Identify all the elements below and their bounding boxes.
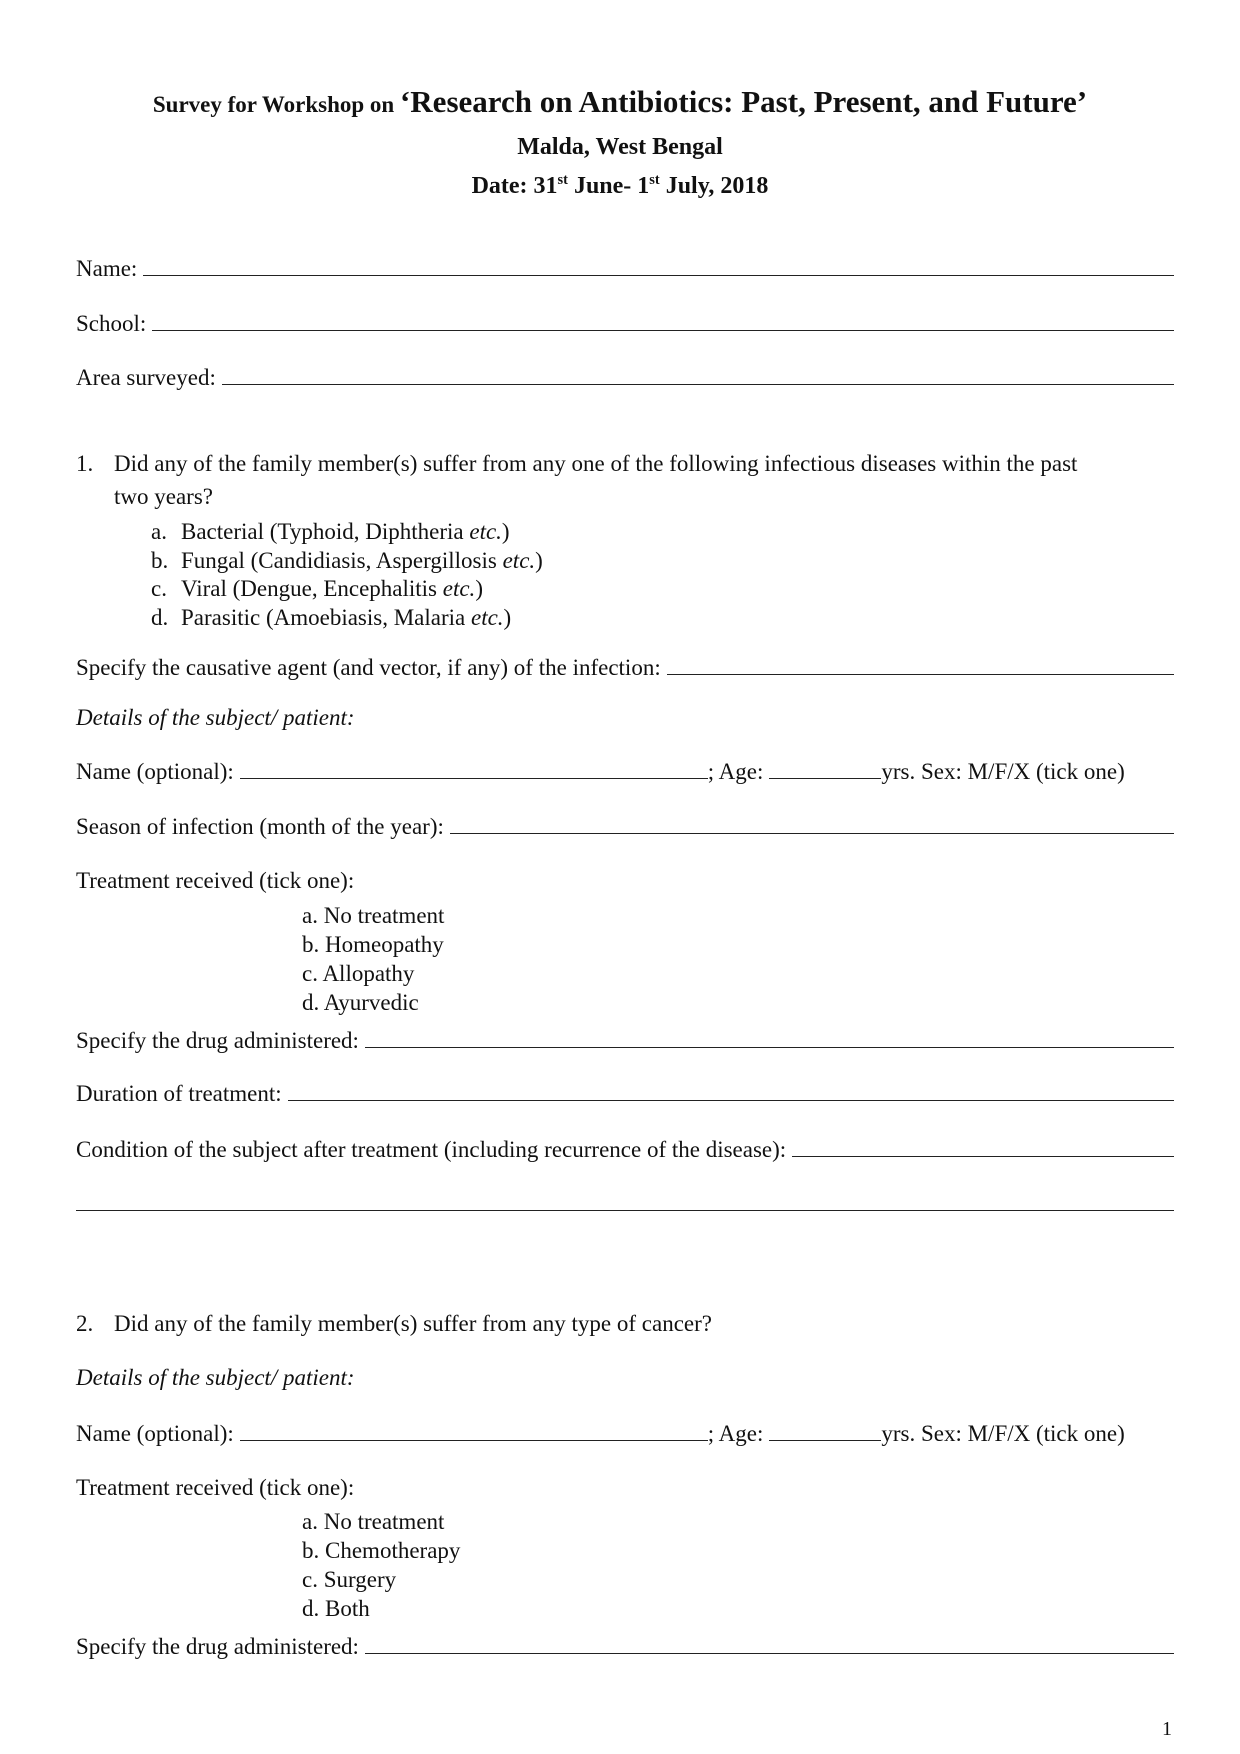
date-label: Date: 31 — [471, 173, 558, 199]
q2-number: 2. — [76, 1311, 94, 1336]
q1-treatment-option-d[interactable]: d. Ayurvedic — [302, 990, 419, 1015]
q1-option-c[interactable] — [151, 574, 483, 603]
option-text: Parasitic (Amoebiasis, Malaria — [181, 605, 471, 630]
name-label: Name: — [76, 256, 138, 281]
drug-label: Specify the drug administered: — [76, 1634, 359, 1659]
q1-option-a[interactable] — [151, 517, 510, 546]
title-main: ‘Research on Antibiotics: Past, Present, and Future’ — [399, 84, 1088, 119]
name-blank[interactable] — [143, 255, 1174, 276]
q2-details-heading: Details of the subject/ patient: — [76, 1365, 355, 1390]
option-close: ) — [501, 519, 510, 544]
option-etc: etc. — [469, 519, 502, 544]
area-field[interactable] — [76, 363, 1174, 393]
q1-number: 1. — [76, 451, 94, 476]
option-text: Bacterial (Typhoid, Diphtheria — [181, 519, 470, 544]
drug-blank[interactable] — [365, 1027, 1174, 1048]
q1-option-d[interactable] — [151, 603, 511, 632]
age-blank[interactable] — [769, 1420, 881, 1441]
q1-text-line1: Did any of the family member(s) suffer from any one of the following infectious diseases within the past — [114, 451, 1078, 476]
q1-question — [76, 449, 1077, 479]
date-sup: st — [557, 172, 568, 188]
causative-label: Specify the causative agent (and vector, if any) of the infection: — [76, 655, 661, 680]
age-label: ; Age: — [707, 1421, 764, 1446]
date-line — [0, 173, 1240, 200]
q2-question — [76, 1309, 712, 1339]
name-optional-label: Name (optional): — [76, 759, 234, 784]
school-label: School: — [76, 311, 147, 336]
option-etc: etc. — [442, 576, 476, 601]
q2-text: Did any of the family member(s) suffer from any type of cancer? — [114, 1311, 712, 1336]
location: Malda, West Bengal — [517, 134, 723, 160]
q2-treatment-option-a[interactable]: a. No treatment — [302, 1509, 445, 1534]
option-letter: b. — [151, 548, 169, 573]
q2-treatment-option-b[interactable]: b. Chemotherapy — [302, 1538, 461, 1563]
condition-field[interactable] — [76, 1135, 1174, 1165]
causative-agent-field[interactable] — [76, 653, 1174, 683]
option-letter: a. — [151, 519, 167, 544]
season-field[interactable] — [76, 812, 1174, 842]
season-label: Season of infection (month of the year): — [76, 814, 444, 839]
duration-blank[interactable] — [288, 1080, 1174, 1101]
area-blank[interactable] — [222, 364, 1174, 385]
option-close: ) — [503, 605, 512, 630]
sex-label: yrs. Sex: M/F/X (tick one) — [881, 1421, 1125, 1446]
patient-name-blank[interactable] — [240, 758, 708, 779]
name-field[interactable] — [76, 254, 1174, 284]
duration-field[interactable] — [76, 1079, 1174, 1109]
q1-option-b[interactable] — [151, 546, 543, 575]
option-text: Viral (Dengue, Encephalitis — [181, 576, 443, 601]
drug-label: Specify the drug administered: — [76, 1028, 359, 1053]
q2-treatment-label: Treatment received (tick one): — [76, 1475, 355, 1500]
date-mid: June- 1 — [567, 173, 650, 199]
sex-label: yrs. Sex: M/F/X (tick one) — [881, 759, 1125, 784]
name-optional-label: Name (optional): — [76, 1421, 234, 1446]
age-blank[interactable] — [769, 758, 881, 779]
q2-treatment-option-d[interactable]: d. Both — [302, 1596, 370, 1621]
q2-treatment-option-c[interactable]: c. Surgery — [302, 1567, 397, 1592]
age-label: ; Age: — [707, 759, 764, 784]
school-field[interactable] — [76, 309, 1174, 339]
option-text: Fungal (Candidiasis, Aspergillosis — [181, 548, 503, 573]
q1-details-heading: Details of the subject/ patient: — [76, 705, 355, 730]
condition-blank[interactable] — [792, 1136, 1174, 1157]
date-end: July, 2018 — [659, 173, 769, 199]
condition-label: Condition of the subject after treatment (including recurrence of the disease): — [76, 1137, 787, 1162]
q1-treatment-option-a[interactable]: a. No treatment — [302, 903, 445, 928]
condition-continuation-blank[interactable] — [76, 1190, 1174, 1211]
date-sup: st — [649, 172, 660, 188]
option-letter: c. — [151, 576, 167, 601]
title-prefix: Survey for Workshop on — [152, 92, 400, 117]
q1-patient-row[interactable] — [76, 757, 1174, 787]
page-number: 1 — [1162, 1718, 1172, 1740]
drug-blank[interactable] — [365, 1633, 1174, 1654]
q1-drug-field[interactable] — [76, 1026, 1174, 1056]
causative-blank[interactable] — [667, 654, 1174, 675]
condition-continuation[interactable] — [76, 1190, 1174, 1211]
q2-patient-row[interactable] — [76, 1419, 1174, 1449]
option-etc: etc. — [470, 605, 504, 630]
season-blank[interactable] — [450, 813, 1174, 834]
q1-treatment-option-c[interactable]: c. Allopathy — [302, 961, 415, 986]
q1-text-line2: two years? — [114, 484, 213, 509]
duration-label: Duration of treatment: — [76, 1081, 282, 1106]
q1-treatment-label: Treatment received (tick one): — [76, 868, 355, 893]
option-close: ) — [535, 548, 543, 573]
q2-drug-field[interactable] — [76, 1632, 1174, 1662]
school-blank[interactable] — [152, 310, 1174, 331]
option-etc: etc. — [502, 548, 536, 573]
survey-title — [0, 84, 1240, 120]
option-close: ) — [475, 576, 483, 601]
area-label: Area surveyed: — [76, 365, 216, 390]
patient-name-blank[interactable] — [240, 1420, 708, 1441]
option-letter: d. — [151, 605, 169, 630]
q1-treatment-option-b[interactable]: b. Homeopathy — [302, 932, 444, 957]
